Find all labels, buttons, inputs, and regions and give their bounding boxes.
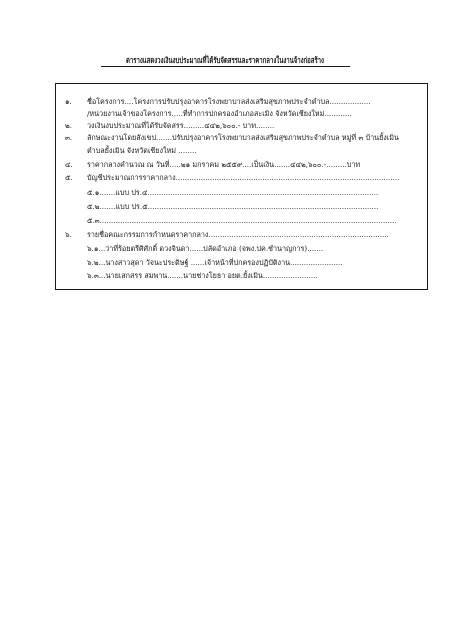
item-number: ๕.	[65, 173, 73, 182]
budget-line: วงเงินงบประมาณที่ได้รับจัดสรร.........๔๔๒,๖๐๐.- บาท........	[87, 121, 275, 130]
item-number: ๖.	[65, 230, 72, 239]
committee-line: รายชื่อคณะกรรมการกำหนดราคากลาง...............................................................................	[87, 230, 389, 239]
sub-item-5-1: ๕.๑.......แบบ ปร.๔.....................................................................................................	[87, 188, 379, 197]
committee-member-1: ๖.๑...ว่าที่ร้อยตรีศิศักดิ์ ดวงจินดา......ปลัดอำเภอ (จพง.ปค.ชำนาญการ).......	[87, 244, 324, 253]
title-underline	[101, 66, 350, 67]
item-number: ๓.	[65, 133, 73, 142]
item-number: ๔.	[65, 160, 73, 169]
work-location-line: ตำบลยั้งเมิน จังหวัดเชียงใหม่ ........	[87, 146, 197, 155]
sub-item-5-3: ๕.๓..................................................................................................................................	[87, 216, 397, 225]
median-price-line: ราคากลางคำนวณ ณ วันที่.....๒๑ มกราคม ๒๕๕๙....เป็นเงิน.......๔๔๒,๖๐๐.-.........บาท	[87, 160, 361, 169]
price-estimate-line: บัญชีประมาณการราคากลาง..................................................................................................	[87, 173, 400, 182]
committee-member-2: ๖.๒...นางสาวสุดา วัจนะประดิษฐ์ ......เจ้าหน้าที่ปกครองปฏิบัติงาน.......................	[87, 258, 343, 267]
sub-item-5-2: ๕.๒.......แบบ ปร.๕.....................................................................................................	[87, 202, 379, 211]
committee-member-3: ๖.๓...นายเสกสรร สมพาน.......นายช่างโยธา อยต.ยั้งเมิน........................	[87, 271, 318, 280]
document-title: ตารางแสดงวงเงินงบประมาณที่ได้รับจัดสรรและราคากลางในงานจ้างก่อสร้าง	[126, 55, 324, 65]
project-owner-line: /หน่วยงานเจ้าของโครงการ.....ที่ทำการปกครองอำเภอสะเมิง จังหวัดเชียงใหม่............	[87, 109, 352, 118]
project-name-line: ชื่อโครงการ....โครงการปรับปรุงอาคารโรงพยาบาลส่งเสริมสุขภาพประจำตำบล..................	[87, 97, 371, 106]
work-description-line: ลักษณะงานโดยสังเขป.......ปรับปรุงอาคารโรงพยาบาลส่งเสริมสุขภาพประจำตำบล หมู่ที่ ๓ บ้านยั้งเมิน	[87, 133, 399, 142]
item-number: ๑.	[65, 97, 72, 106]
item-number: ๒.	[65, 121, 73, 130]
